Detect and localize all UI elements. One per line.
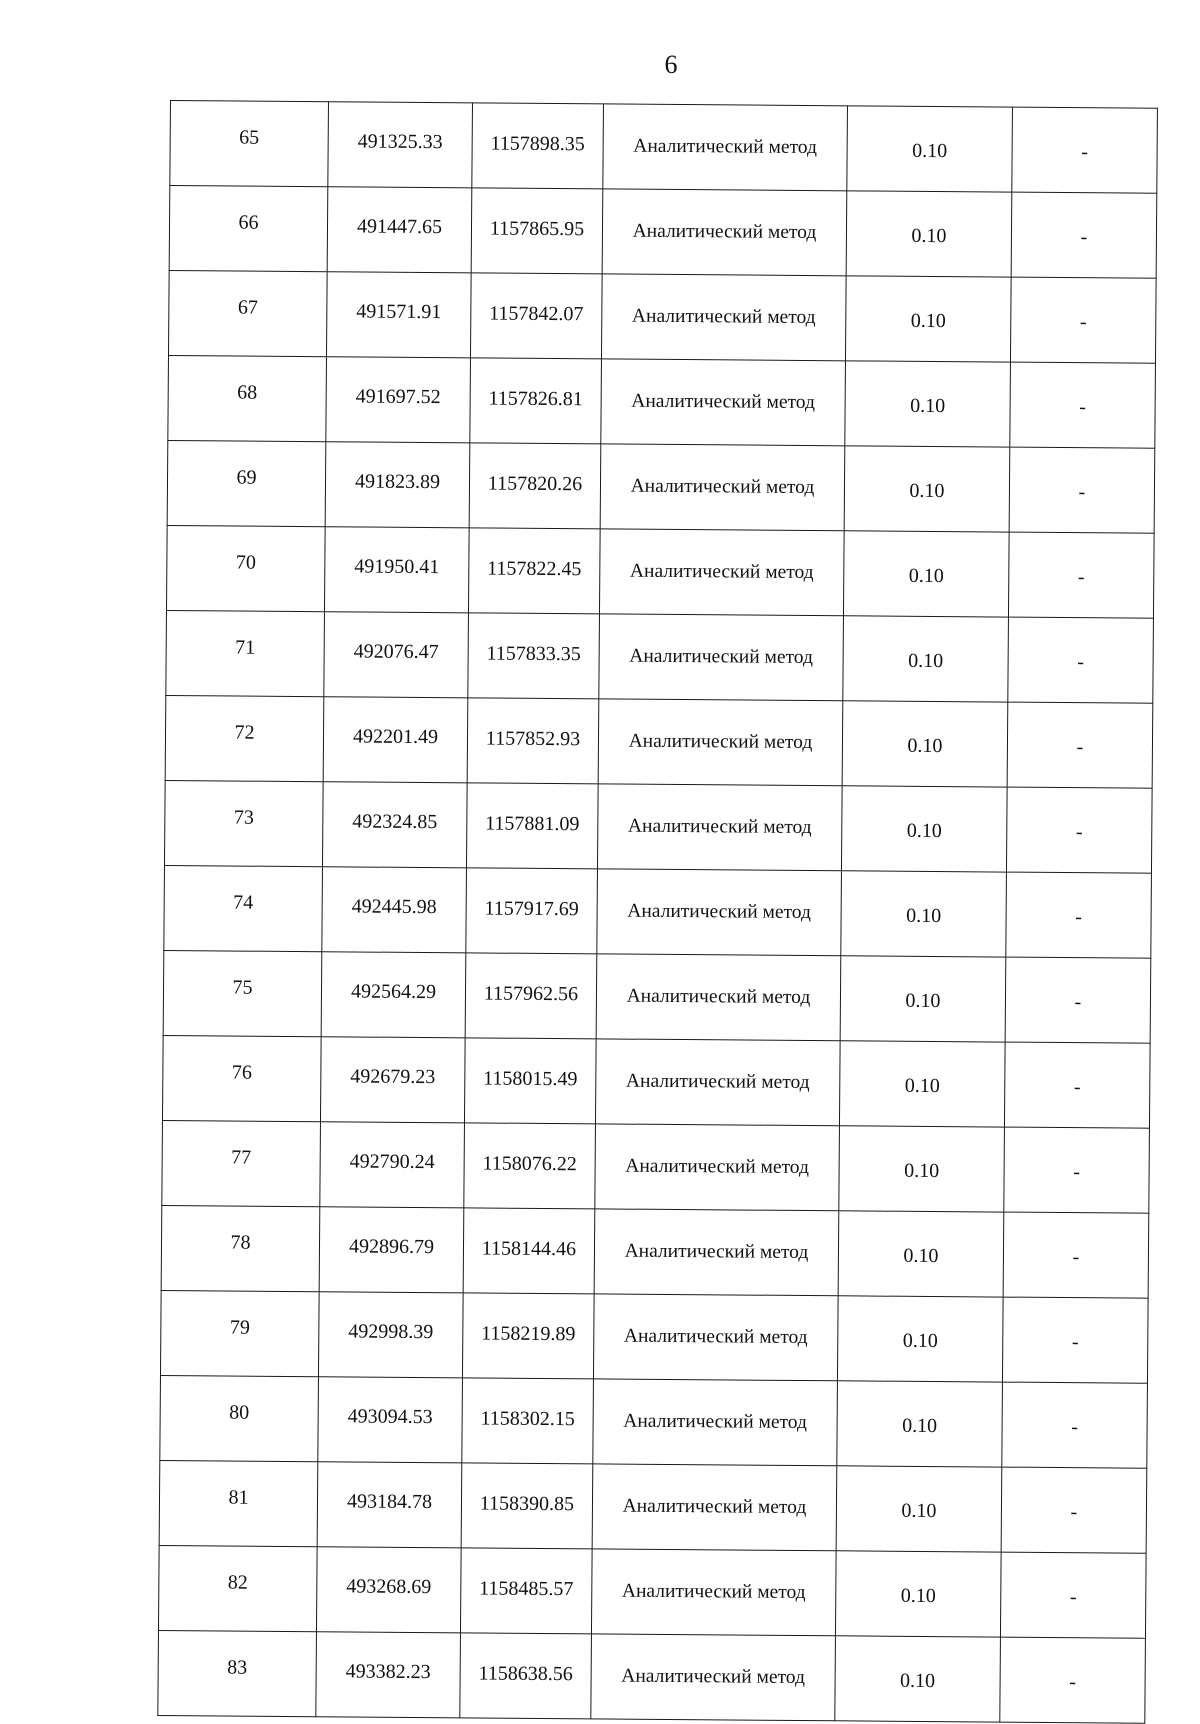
- point-number-cell: 74: [164, 865, 323, 951]
- method-cell: Аналитический метод: [602, 189, 847, 276]
- table-row: [166, 610, 1154, 703]
- table-row: [164, 780, 1152, 873]
- note-cell: -: [1004, 1042, 1150, 1128]
- table-body: [158, 101, 1158, 1724]
- accuracy-cell: 0.10: [844, 446, 1010, 532]
- method-cell: Аналитический метод: [595, 1124, 840, 1211]
- method-cell: Аналитический метод: [599, 529, 844, 616]
- y-coordinate-cell: 1157852.93: [467, 698, 599, 784]
- y-coordinate-cell: 1157917.69: [466, 868, 598, 954]
- point-number-cell: 73: [164, 780, 323, 866]
- y-coordinate-cell: 1157833.35: [468, 613, 600, 699]
- note-cell: -: [1000, 1637, 1146, 1723]
- method-cell: Аналитический метод: [591, 1634, 836, 1721]
- note-cell: -: [1005, 957, 1151, 1043]
- table-row: [168, 270, 1156, 363]
- table-row: [163, 950, 1151, 1043]
- table-row: [158, 1545, 1146, 1638]
- y-coordinate-cell: 1157822.45: [468, 528, 600, 614]
- method-cell: Аналитический метод: [593, 1294, 838, 1381]
- accuracy-cell: 0.10: [846, 191, 1012, 277]
- note-cell: -: [1004, 1127, 1150, 1213]
- table-row: [162, 1035, 1150, 1128]
- method-cell: Аналитический метод: [600, 444, 845, 531]
- method-cell: Аналитический метод: [592, 1464, 837, 1551]
- note-cell: -: [1006, 872, 1152, 958]
- note-cell: -: [1002, 1297, 1148, 1383]
- table-row: [170, 101, 1158, 194]
- x-coordinate-cell: 491571.91: [326, 272, 471, 358]
- point-number-cell: 78: [161, 1205, 320, 1291]
- method-cell: Аналитический метод: [601, 359, 846, 446]
- accuracy-cell: 0.10: [835, 1636, 1001, 1722]
- point-number-cell: 82: [158, 1545, 317, 1631]
- accuracy-cell: 0.10: [843, 616, 1009, 702]
- x-coordinate-cell: 492790.24: [320, 1122, 465, 1208]
- accuracy-cell: 0.10: [840, 956, 1006, 1042]
- point-number-cell: 72: [165, 695, 324, 781]
- accuracy-cell: 0.10: [836, 1466, 1002, 1552]
- point-number-cell: 70: [166, 525, 325, 611]
- note-cell: -: [1012, 107, 1158, 193]
- point-number-cell: 69: [167, 440, 326, 526]
- method-cell: Аналитический метод: [597, 784, 842, 871]
- note-cell: -: [1007, 702, 1153, 788]
- accuracy-cell: 0.10: [839, 1041, 1005, 1127]
- accuracy-cell: 0.10: [838, 1211, 1004, 1297]
- method-cell: Аналитический метод: [599, 614, 844, 701]
- y-coordinate-cell: 1158219.89: [462, 1293, 594, 1379]
- x-coordinate-cell: 491950.41: [324, 527, 469, 613]
- y-coordinate-cell: 1158144.46: [463, 1208, 595, 1294]
- x-coordinate-cell: 492998.39: [318, 1292, 463, 1378]
- x-coordinate-cell: 493094.53: [318, 1377, 463, 1463]
- point-number-cell: 68: [168, 355, 327, 441]
- y-coordinate-cell: 1157898.35: [472, 103, 604, 189]
- x-coordinate-cell: 492679.23: [320, 1037, 465, 1123]
- table-row: [159, 1460, 1147, 1553]
- accuracy-cell: 0.10: [841, 786, 1007, 872]
- note-cell: -: [1008, 532, 1154, 618]
- table-row: [169, 186, 1157, 279]
- x-coordinate-cell: 492076.47: [324, 612, 469, 698]
- x-coordinate-cell: 491697.52: [326, 357, 471, 443]
- x-coordinate-cell: 492324.85: [322, 782, 467, 868]
- accuracy-cell: 0.10: [845, 276, 1011, 362]
- method-cell: Аналитический метод: [597, 869, 842, 956]
- note-cell: -: [1000, 1552, 1146, 1638]
- x-coordinate-cell: 491447.65: [327, 187, 472, 273]
- x-coordinate-cell: 491325.33: [328, 102, 473, 188]
- y-coordinate-cell: 1158390.85: [461, 1463, 593, 1549]
- note-cell: -: [1002, 1382, 1148, 1468]
- accuracy-cell: 0.10: [835, 1551, 1001, 1637]
- coordinates-table: [157, 100, 1158, 1724]
- y-coordinate-cell: 1158485.57: [460, 1548, 592, 1634]
- x-coordinate-cell: 492564.29: [321, 952, 466, 1038]
- point-number-cell: 71: [166, 610, 325, 696]
- method-cell: Аналитический метод: [598, 699, 843, 786]
- table-row: [160, 1290, 1148, 1383]
- accuracy-cell: 0.10: [837, 1296, 1003, 1382]
- note-cell: -: [1010, 277, 1156, 363]
- x-coordinate-cell: 492896.79: [319, 1207, 464, 1293]
- point-number-cell: 83: [158, 1630, 317, 1716]
- accuracy-cell: 0.10: [845, 361, 1011, 447]
- table-row: [161, 1205, 1149, 1298]
- table-row: [166, 525, 1154, 618]
- accuracy-cell: 0.10: [842, 701, 1008, 787]
- point-number-cell: 67: [168, 270, 327, 356]
- method-cell: Аналитический метод: [596, 954, 841, 1041]
- point-number-cell: 66: [169, 186, 328, 272]
- note-cell: -: [1008, 617, 1154, 703]
- method-cell: Аналитический метод: [595, 1039, 840, 1126]
- accuracy-cell: 0.10: [847, 106, 1013, 192]
- y-coordinate-cell: 1158638.56: [460, 1633, 592, 1719]
- point-number-cell: 65: [170, 101, 329, 187]
- table-row: [158, 1630, 1146, 1723]
- y-coordinate-cell: 1157962.56: [465, 953, 597, 1039]
- page-number: 6: [664, 50, 678, 79]
- accuracy-cell: 0.10: [841, 871, 1007, 957]
- y-coordinate-cell: 1157881.09: [466, 783, 598, 869]
- coordinates-table-container: [157, 100, 1158, 1724]
- x-coordinate-cell: 492445.98: [322, 867, 467, 953]
- point-number-cell: 77: [162, 1120, 321, 1206]
- x-coordinate-cell: 493268.69: [316, 1547, 461, 1633]
- accuracy-cell: 0.10: [837, 1381, 1003, 1467]
- x-coordinate-cell: 492201.49: [323, 697, 468, 783]
- y-coordinate-cell: 1158076.22: [464, 1123, 596, 1209]
- y-coordinate-cell: 1158302.15: [462, 1378, 594, 1464]
- x-coordinate-cell: 493382.23: [316, 1632, 461, 1718]
- table-row: [164, 865, 1152, 958]
- note-cell: -: [1010, 362, 1156, 448]
- table-row: [167, 440, 1155, 533]
- accuracy-cell: 0.10: [839, 1126, 1005, 1212]
- table-row: [162, 1120, 1150, 1213]
- point-number-cell: 76: [162, 1035, 321, 1121]
- table-row: [168, 355, 1156, 448]
- y-coordinate-cell: 1157842.07: [470, 273, 602, 359]
- point-number-cell: 80: [160, 1375, 319, 1461]
- point-number-cell: 75: [163, 950, 322, 1036]
- y-coordinate-cell: 1157820.26: [469, 443, 601, 529]
- y-coordinate-cell: 1157865.95: [471, 188, 603, 274]
- x-coordinate-cell: 491823.89: [325, 442, 470, 528]
- method-cell: Аналитический метод: [594, 1209, 839, 1296]
- y-coordinate-cell: 1158015.49: [464, 1038, 596, 1124]
- note-cell: -: [1006, 787, 1152, 873]
- note-cell: -: [1003, 1212, 1149, 1298]
- method-cell: Аналитический метод: [593, 1379, 838, 1466]
- note-cell: -: [1011, 192, 1157, 278]
- y-coordinate-cell: 1157826.81: [470, 358, 602, 444]
- point-number-cell: 79: [160, 1290, 319, 1376]
- note-cell: -: [1009, 447, 1155, 533]
- table-row: [165, 695, 1153, 788]
- point-number-cell: 81: [159, 1460, 318, 1546]
- table-row: [160, 1375, 1148, 1468]
- method-cell: Аналитический метод: [603, 104, 848, 191]
- note-cell: -: [1001, 1467, 1147, 1553]
- method-cell: Аналитический метод: [601, 274, 846, 361]
- accuracy-cell: 0.10: [843, 531, 1009, 617]
- method-cell: Аналитический метод: [591, 1549, 836, 1636]
- x-coordinate-cell: 493184.78: [317, 1462, 462, 1548]
